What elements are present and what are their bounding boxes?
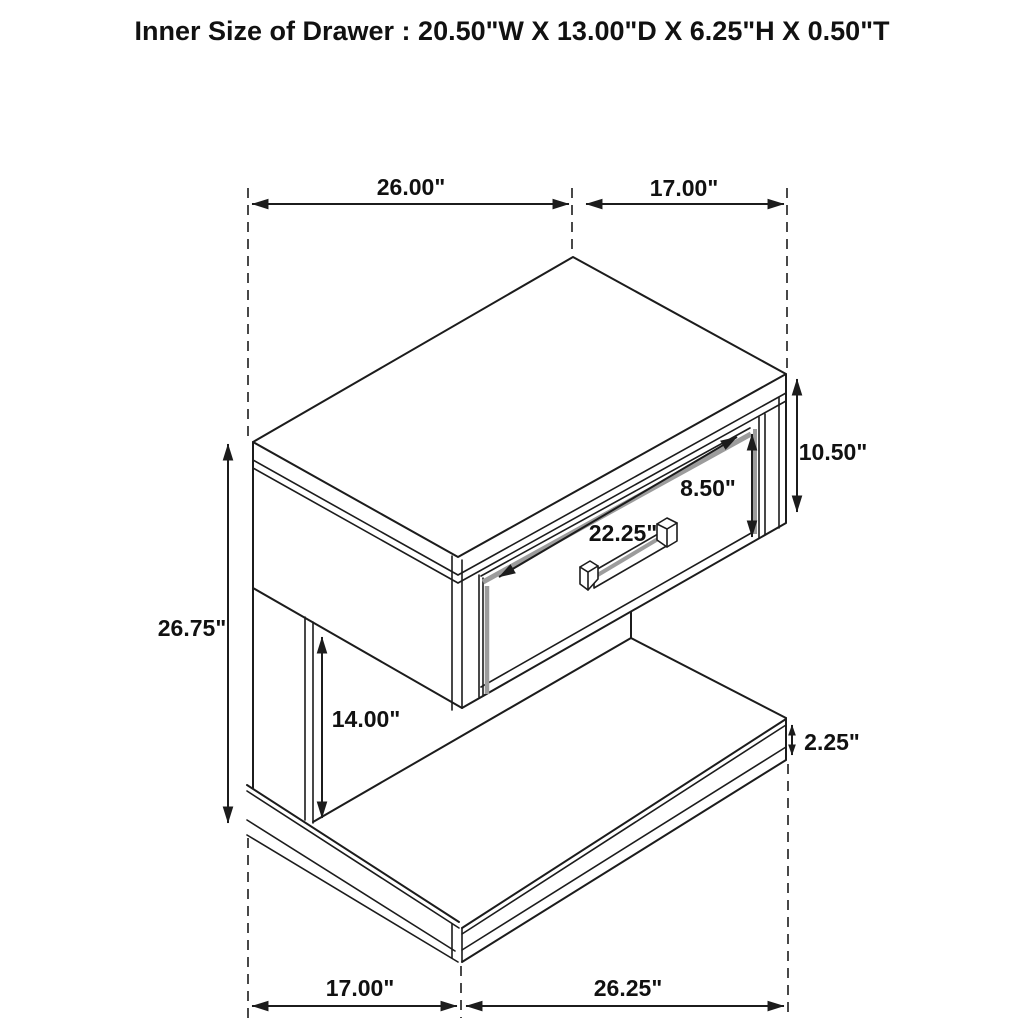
base-front-face [462, 718, 786, 962]
furniture-outline [247, 257, 786, 962]
page-title: Inner Size of Drawer : 20.50"W X 13.00"D X 6.25"H X 0.50"T [134, 16, 890, 46]
label-top-width: 26.00" [376, 174, 446, 200]
label-drawer-width: 22.25" [588, 520, 658, 546]
label-cabinet-height: 10.50" [798, 439, 868, 465]
label-drawer-height: 8.50" [680, 475, 736, 501]
extension-lines [248, 188, 788, 1018]
side-panel-front-edge [305, 617, 313, 823]
label-top-depth: 17.00" [649, 175, 719, 201]
label-base-width: 26.25" [593, 975, 663, 1001]
arrow-drawer-width [499, 437, 737, 577]
label-overall-height: 26.75" [157, 615, 227, 641]
cabinet-bottom-side-edge [253, 588, 462, 708]
dimension-arrows [228, 204, 797, 1006]
dimension-labels [158, 174, 867, 1001]
label-shelf-clearance: 14.00" [331, 706, 401, 732]
label-base-depth: 17.00" [325, 975, 395, 1001]
label-base-thickness: 2.25" [804, 729, 860, 755]
